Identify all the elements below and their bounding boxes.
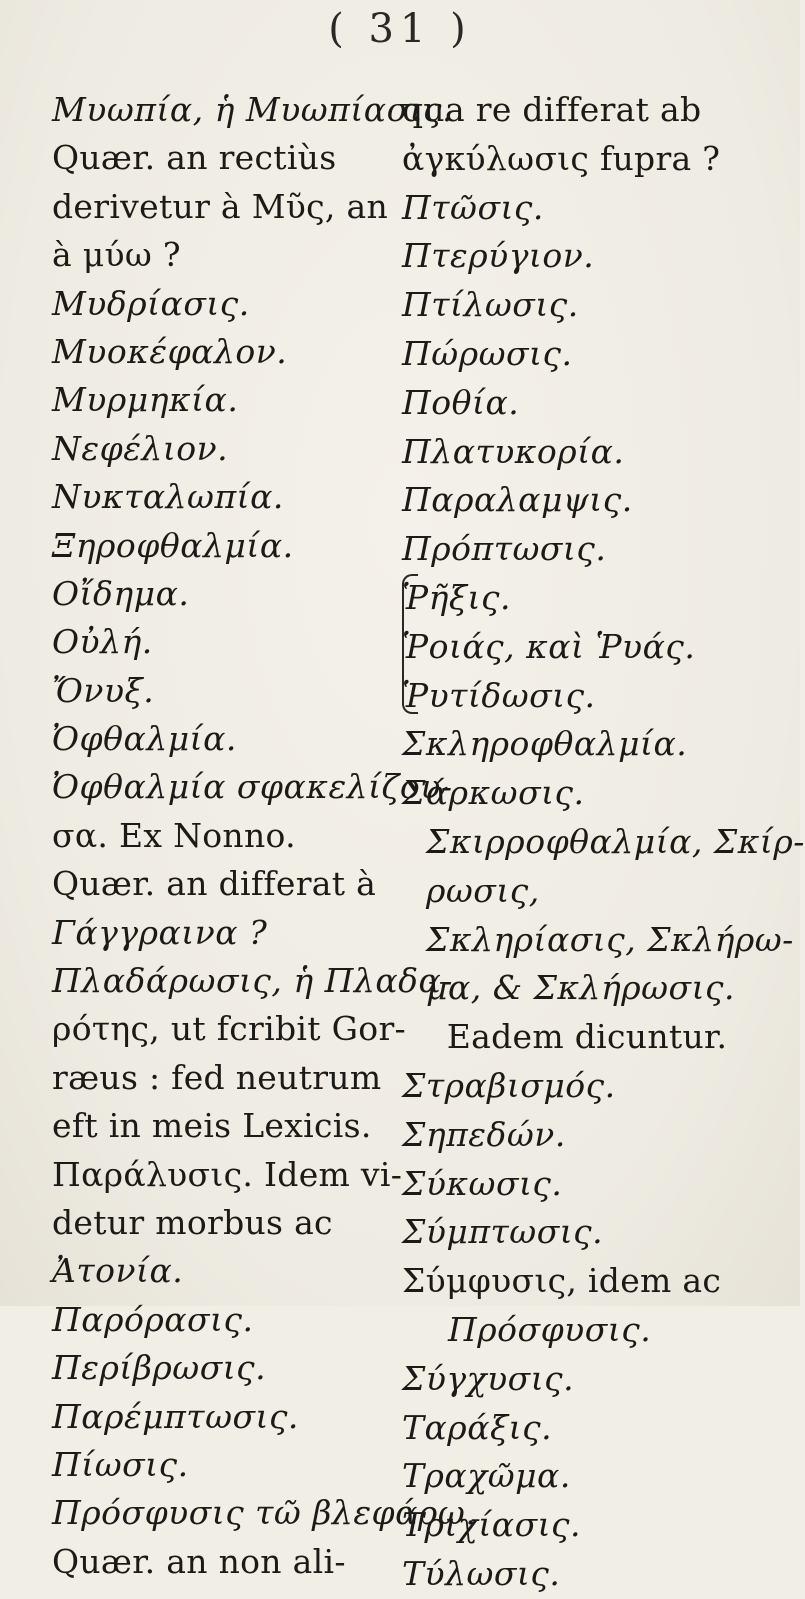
text-line: Σύμπτωσις. bbox=[402, 1212, 604, 1252]
text-line: Σκληρίασις, Σκλήρω- bbox=[426, 919, 794, 959]
text-line: Γάγγραινα ? bbox=[52, 912, 268, 952]
text-line: Quær. an rectiùs bbox=[52, 138, 337, 178]
text-line: Πρόπτωσις. bbox=[402, 529, 607, 569]
text-line: Τύλωσις. bbox=[402, 1553, 561, 1593]
text-line: Ποθία. bbox=[402, 382, 520, 422]
page-number-header: ( 31 ) bbox=[328, 6, 472, 52]
text-line: Μυδρίασις. bbox=[52, 283, 250, 323]
text-line: Σκιρροφθαλμία, Σκίρ- bbox=[426, 821, 805, 861]
text-line: Οἴδημα. bbox=[52, 573, 190, 613]
text-line: Σκληροφθαλμία. bbox=[402, 724, 688, 764]
text-line: Περίβρωσις. bbox=[52, 1348, 267, 1388]
text-line: ρωσις, bbox=[426, 870, 540, 910]
text-line: Πτερύγιον. bbox=[402, 236, 595, 276]
right-column bbox=[402, 86, 805, 1599]
text-line: eft in meis Lexicis. bbox=[52, 1106, 372, 1146]
text-line: Τραχῶμα. bbox=[402, 1456, 571, 1496]
text-line: Quær. an non ali- bbox=[52, 1541, 346, 1581]
text-line: Τριχίασις. bbox=[402, 1505, 582, 1545]
text-line: Οὐλή. bbox=[52, 622, 153, 662]
text-line: Quær. an differat à bbox=[52, 864, 377, 904]
text-line: Πρόσφυσις τῶ βλεφάρω. bbox=[52, 1493, 477, 1533]
text-line: derivetur à Μῦς, an bbox=[52, 186, 389, 226]
text-line: Στραβισμός. bbox=[402, 1065, 616, 1105]
text-line: Σύμφυσις, idem ac bbox=[402, 1261, 722, 1301]
text-line: Ῥυτίδωσις. bbox=[402, 675, 596, 715]
text-line: Eadem dicuntur. bbox=[446, 1017, 728, 1057]
text-line: σα. Ex Nonno. bbox=[52, 815, 296, 855]
text-line: Πτῶσις. bbox=[402, 187, 544, 227]
text-line: Πτίλωσις. bbox=[402, 285, 579, 325]
text-line: Ὀφθαλμία σφακελίζου- bbox=[52, 767, 453, 807]
text-line: Πίωσις. bbox=[52, 1444, 189, 1484]
text-line: Σάρκωσις. bbox=[402, 773, 585, 813]
text-line: Νυκταλωπία. bbox=[52, 477, 284, 517]
text-line: Πρόσφυσις. bbox=[448, 1309, 652, 1349]
text-line: à μύω ? bbox=[52, 235, 181, 275]
text-line: Ῥοιάς, καὶ Ῥυάς. bbox=[402, 626, 696, 666]
text-line: detur morbus ac bbox=[52, 1202, 333, 1242]
text-line: ρότης, ut fcribit Gor- bbox=[52, 1009, 406, 1049]
text-line: Ὀφθαλμία. bbox=[52, 719, 237, 759]
text-line: Παραλαμψις. bbox=[402, 480, 633, 520]
text-line: Παρέμπτωσις. bbox=[52, 1396, 299, 1436]
text-line: Ξηροφθαλμία. bbox=[52, 525, 294, 565]
text-line: Μυοκέφαλον. bbox=[52, 331, 288, 371]
text-line: ἀγκύλωσις fupra ? bbox=[402, 138, 721, 178]
text-line: ræus : fed neutrum bbox=[52, 1057, 382, 1097]
text-line: Μυρμηκία. bbox=[52, 380, 239, 420]
text-line: Ταράξις. bbox=[402, 1407, 553, 1447]
text-line: Ἀτονία. bbox=[52, 1251, 184, 1291]
text-line: Νεφέλιον. bbox=[52, 428, 229, 468]
text-line: Σηπεδών. bbox=[402, 1114, 566, 1154]
text-line: Σύκωσις. bbox=[402, 1163, 563, 1203]
text-line: Σύγχυσις. bbox=[402, 1358, 575, 1398]
text-line: Παράλυσις. Idem vi- bbox=[52, 1154, 403, 1194]
text-line: Πλαδάρωσις, ἡ Πλαδα- bbox=[52, 961, 453, 1001]
text-line: Πλατυκορία. bbox=[402, 431, 625, 471]
text-line: Ὄνυξ. bbox=[52, 670, 155, 710]
text-line: Παρόρασις. bbox=[52, 1299, 254, 1339]
text-line: μα, & Σκλήρωσις. bbox=[426, 968, 735, 1008]
text-line: Πώρωσις. bbox=[402, 333, 573, 373]
text-line: Ῥῆξις. bbox=[402, 577, 511, 617]
grouping-brace bbox=[402, 574, 418, 714]
text-line: Μυωπία, ἡ Μυωπίασις. bbox=[52, 90, 454, 129]
text-line: qua re differat ab bbox=[402, 90, 702, 129]
